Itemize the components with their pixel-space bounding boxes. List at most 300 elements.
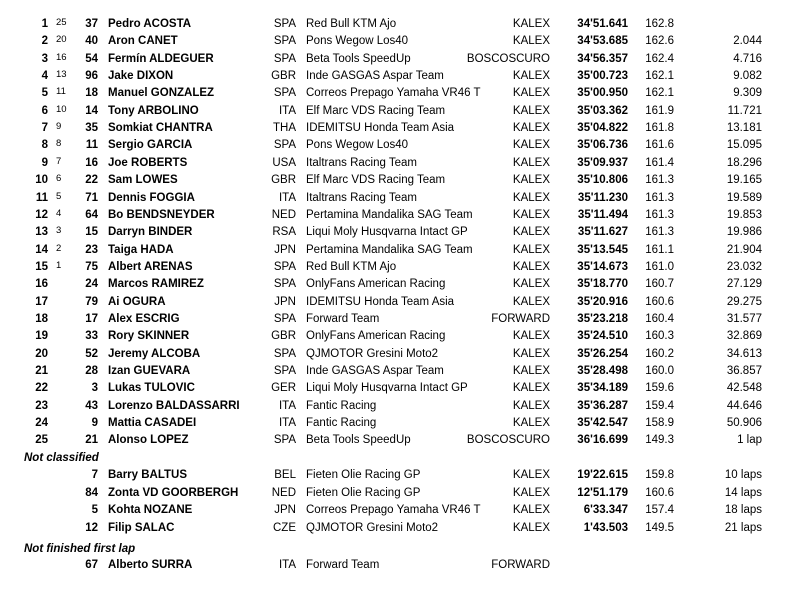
cell-gap: 1 lap [737, 434, 762, 446]
cell-name: Joe ROBERTS [108, 157, 188, 169]
cell-pos: 23 [35, 400, 48, 412]
cell-name: Bo BENDSNEYDER [108, 209, 215, 221]
cell-gap: 19.165 [726, 174, 762, 186]
cell-num: 21 [85, 434, 98, 446]
cell-nat: JPN [274, 296, 296, 308]
cell-make: KALEX [512, 348, 550, 360]
cell-make: KALEX [512, 139, 550, 151]
cell-nat: SPA [273, 18, 296, 30]
cell-gap: 34.613 [726, 348, 762, 360]
cell-name: Darryn BINDER [108, 226, 193, 238]
cell-name: Izan GUEVARA [108, 365, 191, 377]
cell-gap: 29.275 [726, 296, 762, 308]
cell-nat: SPA [273, 261, 296, 273]
cell-team: Pons Wegow Los40 [306, 35, 409, 47]
cell-pos: 8 [41, 139, 48, 151]
cell-nat: GBR [271, 330, 296, 342]
result-row [0, 432, 800, 449]
cell-pos: 3 [41, 53, 48, 65]
cell-speed: 159.6 [645, 382, 674, 394]
cell-team: Fantic Racing [306, 400, 377, 412]
cell-pts: 5 [56, 191, 62, 202]
result-row [0, 172, 800, 189]
cell-num: 96 [85, 70, 98, 82]
cell-make: KALEX [512, 382, 550, 394]
result-row [0, 207, 800, 224]
cell-name: Fermín ALDEGUER [108, 53, 214, 65]
cell-gap: 19.986 [726, 226, 762, 238]
cell-time: 35'23.218 [577, 313, 628, 325]
cell-make: KALEX [512, 122, 550, 134]
result-row [0, 68, 800, 85]
cell-team: Inde GASGAS Aspar Team [306, 70, 444, 82]
cell-pos: 6 [41, 105, 48, 117]
cell-team: Italtrans Racing Team [306, 157, 418, 169]
cell-pts: 1 [56, 260, 62, 271]
result-row [0, 502, 800, 519]
cell-speed: 161.3 [645, 192, 674, 204]
cell-name: Lukas TULOVIC [108, 382, 195, 394]
cell-nat: CZE [273, 522, 296, 534]
result-row [0, 380, 800, 397]
cell-time: 35'28.498 [577, 365, 628, 377]
cell-num: 43 [85, 400, 98, 412]
cell-name: Sam LOWES [108, 174, 178, 186]
cell-name: Sergio GARCIA [108, 139, 193, 151]
cell-num: 15 [85, 226, 98, 238]
cell-team: Beta Tools SpeedUp [306, 53, 411, 65]
cell-make: BOSCOSCURO [466, 434, 550, 446]
cell-team: QJMOTOR Gresini Moto2 [306, 348, 439, 360]
cell-nat: ITA [278, 192, 296, 204]
cell-speed: 159.4 [645, 400, 674, 412]
cell-speed: 160.7 [645, 278, 674, 290]
cell-name: Mattia CASADEI [108, 417, 197, 429]
cell-nat: ITA [278, 417, 296, 429]
cell-num: 40 [85, 35, 98, 47]
cell-nat: SPA [273, 434, 296, 446]
cell-time: 35'00.950 [577, 87, 628, 99]
cell-team: Forward Team [306, 559, 380, 571]
cell-make: KALEX [512, 296, 550, 308]
cell-nat: ITA [278, 105, 296, 117]
cell-pos: 9 [41, 157, 48, 169]
cell-team: Correos Prepago Yamaha VR46 T [306, 504, 481, 516]
cell-gap: 27.129 [726, 278, 762, 290]
cell-make: KALEX [512, 330, 550, 342]
result-row [0, 311, 800, 328]
cell-pts: 25 [56, 17, 67, 28]
cell-pos: 12 [35, 209, 48, 221]
cell-nat: JPN [274, 504, 296, 516]
cell-nat: SPA [273, 53, 296, 65]
cell-make: KALEX [512, 209, 550, 221]
cell-name: Dennis FOGGIA [108, 192, 195, 204]
cell-num: 14 [85, 105, 98, 117]
result-row [0, 346, 800, 363]
cell-make: KALEX [512, 87, 550, 99]
cell-num: 17 [85, 313, 98, 325]
cell-name: Alonso LOPEZ [108, 434, 189, 446]
cell-team: Pertamina Mandalika SAG Team [306, 244, 473, 256]
result-row [0, 276, 800, 293]
cell-nat: SPA [273, 278, 296, 290]
result-row [0, 103, 800, 120]
cell-make: FORWARD [491, 559, 550, 571]
cell-num: 22 [85, 174, 98, 186]
result-row [0, 85, 800, 102]
cell-gap: 36.857 [726, 365, 762, 377]
cell-time: 35'03.362 [577, 105, 628, 117]
result-row [0, 242, 800, 259]
cell-name: Pedro ACOSTA [108, 18, 192, 30]
cell-name: Jeremy ALCOBA [108, 348, 201, 360]
cell-pos: 13 [35, 226, 48, 238]
cell-make: KALEX [512, 261, 550, 273]
cell-gap: 42.548 [726, 382, 762, 394]
cell-make: KALEX [512, 469, 550, 481]
cell-pos: 2 [41, 35, 48, 47]
result-row [0, 224, 800, 241]
cell-speed: 149.5 [645, 522, 674, 534]
cell-speed: 158.9 [645, 417, 674, 429]
cell-speed: 161.1 [645, 244, 674, 256]
cell-time: 35'14.673 [577, 261, 628, 273]
cell-gap: 9.082 [733, 70, 762, 82]
cell-team: Liqui Moly Husqvarna Intact GP [306, 382, 468, 394]
cell-nat: RSA [272, 226, 296, 238]
cell-name: Alex ESCRIG [108, 313, 180, 325]
cell-pts: 7 [56, 156, 62, 167]
cell-num: 64 [85, 209, 98, 221]
cell-time: 35'11.627 [577, 226, 628, 238]
result-row [0, 520, 800, 537]
cell-num: 67 [85, 559, 98, 571]
cell-pts: 4 [56, 208, 62, 219]
cell-time: 35'34.189 [577, 382, 628, 394]
cell-speed: 162.8 [645, 18, 674, 30]
cell-gap: 50.906 [726, 417, 762, 429]
cell-team: OnlyFans American Racing [306, 330, 446, 342]
cell-team: Forward Team [306, 313, 380, 325]
cell-num: 16 [85, 157, 98, 169]
cell-time: 35'24.510 [577, 330, 628, 342]
cell-nat: GER [271, 382, 296, 394]
cell-nat: SPA [273, 35, 296, 47]
cell-speed: 161.0 [645, 261, 674, 273]
cell-num: 12 [85, 522, 98, 534]
cell-name: Manuel GONZALEZ [108, 87, 215, 99]
cell-make: KALEX [512, 35, 550, 47]
cell-nat: ITA [278, 559, 296, 571]
cell-pts: 9 [56, 121, 62, 132]
cell-pos: 16 [35, 278, 48, 290]
cell-team: IDEMITSU Honda Team Asia [306, 122, 455, 134]
cell-pts: 20 [56, 34, 67, 45]
cell-gap: 19.589 [726, 192, 762, 204]
cell-pos: 4 [41, 70, 48, 82]
cell-nat: SPA [273, 87, 296, 99]
section-not-classified: Not classified [24, 452, 99, 464]
cell-name: Taiga HADA [108, 244, 174, 256]
cell-team: OnlyFans American Racing [306, 278, 446, 290]
cell-speed: 161.9 [645, 105, 674, 117]
cell-gap: 11.721 [727, 105, 762, 117]
cell-name: Somkiat CHANTRA [108, 122, 213, 134]
cell-speed: 160.2 [645, 348, 674, 360]
cell-nat: JPN [274, 244, 296, 256]
result-row [0, 557, 800, 574]
cell-make: KALEX [512, 192, 550, 204]
cell-nat: SPA [273, 139, 296, 151]
cell-pos: 5 [41, 87, 48, 99]
cell-time: 35'06.736 [577, 139, 628, 151]
result-row [0, 398, 800, 415]
cell-gap: 18 laps [724, 504, 762, 516]
cell-num: 33 [85, 330, 98, 342]
cell-make: BOSCOSCURO [466, 53, 550, 65]
cell-time: 35'26.254 [577, 348, 628, 360]
cell-name: Zonta VD GOORBERGH [108, 487, 239, 499]
cell-gap: 13.181 [726, 122, 762, 134]
cell-make: FORWARD [491, 313, 550, 325]
cell-nat: SPA [273, 365, 296, 377]
cell-team: Fantic Racing [306, 417, 377, 429]
result-row [0, 363, 800, 380]
cell-make: KALEX [512, 157, 550, 169]
cell-nat: USA [272, 157, 296, 169]
cell-team: Pertamina Mandalika SAG Team [306, 209, 473, 221]
cell-gap: 21 laps [724, 522, 762, 534]
cell-speed: 160.0 [645, 365, 674, 377]
cell-pos: 1 [41, 18, 48, 30]
cell-num: 3 [91, 382, 98, 394]
result-row [0, 33, 800, 50]
cell-pos: 19 [35, 330, 48, 342]
result-row [0, 155, 800, 172]
cell-team: Beta Tools SpeedUp [306, 434, 411, 446]
cell-num: 84 [85, 487, 98, 499]
result-row [0, 259, 800, 276]
cell-name: Alberto SURRA [108, 559, 193, 571]
cell-name: Albert ARENAS [108, 261, 193, 273]
cell-nat: SPA [273, 348, 296, 360]
cell-num: 79 [85, 296, 98, 308]
cell-make: KALEX [512, 504, 550, 516]
cell-team: Elf Marc VDS Racing Team [306, 174, 446, 186]
cell-gap: 23.032 [726, 261, 762, 273]
cell-name: Marcos RAMIREZ [108, 278, 204, 290]
cell-time: 35'18.770 [577, 278, 628, 290]
cell-gap: 9.309 [733, 87, 762, 99]
cell-gap: 19.853 [726, 209, 762, 221]
cell-pts: 11 [56, 86, 66, 97]
cell-num: 24 [85, 278, 98, 290]
cell-pos: 11 [35, 192, 48, 204]
cell-make: KALEX [512, 244, 550, 256]
cell-team: Correos Prepago Yamaha VR46 T [306, 87, 481, 99]
cell-gap: 4.716 [733, 53, 762, 65]
cell-speed: 160.6 [645, 296, 674, 308]
cell-make: KALEX [512, 522, 550, 534]
cell-make: KALEX [512, 70, 550, 82]
cell-time: 35'04.822 [577, 122, 628, 134]
cell-num: 28 [85, 365, 98, 377]
cell-pos: 25 [35, 434, 48, 446]
cell-speed: 161.4 [645, 157, 674, 169]
cell-time: 35'36.287 [577, 400, 628, 412]
cell-nat: GBR [271, 70, 296, 82]
cell-time: 35'20.916 [577, 296, 628, 308]
cell-make: KALEX [512, 400, 550, 412]
cell-num: 11 [85, 139, 98, 151]
cell-gap: 31.577 [726, 313, 762, 325]
cell-make: KALEX [512, 226, 550, 238]
cell-make: KALEX [512, 487, 550, 499]
result-row [0, 328, 800, 345]
cell-pts: 13 [56, 69, 67, 80]
cell-name: Barry BALTUS [108, 469, 188, 481]
cell-speed: 162.1 [645, 87, 674, 99]
cell-nat: THA [273, 122, 296, 134]
section-not-finished: Not finished first lap [24, 543, 136, 555]
cell-pos: 22 [35, 382, 48, 394]
cell-speed: 161.8 [645, 122, 674, 134]
cell-time: 35'13.545 [577, 244, 628, 256]
cell-gap: 44.646 [726, 400, 762, 412]
result-row [0, 120, 800, 137]
cell-make: KALEX [512, 105, 550, 117]
cell-team: Fieten Olie Racing GP [306, 469, 421, 481]
cell-time: 35'09.937 [577, 157, 628, 169]
cell-gap: 32.869 [726, 330, 762, 342]
cell-time: 34'51.641 [577, 18, 628, 30]
cell-make: KALEX [512, 174, 550, 186]
cell-speed: 162.1 [645, 70, 674, 82]
cell-num: 52 [85, 348, 98, 360]
result-row [0, 415, 800, 432]
cell-team: QJMOTOR Gresini Moto2 [306, 522, 439, 534]
cell-nat: GBR [271, 174, 296, 186]
cell-name: Tony ARBOLINO [108, 105, 199, 117]
cell-pts: 3 [56, 225, 62, 236]
cell-pos: 18 [35, 313, 48, 325]
result-row [0, 137, 800, 154]
cell-speed: 160.3 [645, 330, 674, 342]
result-row [0, 16, 800, 33]
cell-name: Ai OGURA [108, 296, 166, 308]
cell-num: 7 [91, 469, 98, 481]
cell-speed: 160.4 [645, 313, 674, 325]
cell-pts: 6 [56, 173, 62, 184]
cell-time: 1'43.503 [583, 522, 628, 534]
cell-gap: 2.044 [733, 35, 762, 47]
cell-pos: 24 [35, 417, 48, 429]
cell-pos: 21 [35, 365, 48, 377]
cell-name: Jake DIXON [108, 70, 174, 82]
cell-nat: BEL [274, 469, 296, 481]
result-row [0, 485, 800, 502]
cell-speed: 149.3 [645, 434, 674, 446]
cell-speed: 162.4 [645, 53, 674, 65]
cell-speed: 162.6 [645, 35, 674, 47]
cell-num: 5 [91, 504, 98, 516]
cell-team: Red Bull KTM Ajo [306, 18, 397, 30]
cell-speed: 161.3 [645, 226, 674, 238]
cell-nat: SPA [273, 313, 296, 325]
cell-time: 35'00.723 [577, 70, 628, 82]
cell-team: Red Bull KTM Ajo [306, 261, 397, 273]
cell-pts: 8 [56, 138, 62, 149]
cell-num: 71 [85, 192, 98, 204]
cell-team: Fieten Olie Racing GP [306, 487, 421, 499]
cell-name: Aron CANET [108, 35, 178, 47]
cell-gap: 18.296 [726, 157, 762, 169]
cell-name: Lorenzo BALDASSARRI [108, 400, 240, 412]
cell-team: Inde GASGAS Aspar Team [306, 365, 444, 377]
cell-speed: 160.6 [645, 487, 674, 499]
cell-team: Liqui Moly Husqvarna Intact GP [306, 226, 468, 238]
cell-speed: 161.3 [645, 209, 674, 221]
cell-make: KALEX [512, 18, 550, 30]
cell-pts: 10 [56, 104, 67, 115]
cell-time: 6'33.347 [583, 504, 628, 516]
cell-team: Elf Marc VDS Racing Team [306, 105, 446, 117]
cell-time: 34'53.685 [577, 35, 628, 47]
result-row [0, 294, 800, 311]
cell-time: 35'42.547 [577, 417, 628, 429]
cell-time: 36'16.699 [577, 434, 628, 446]
cell-num: 37 [85, 18, 98, 30]
cell-pos: 10 [35, 174, 48, 186]
cell-time: 35'10.806 [577, 174, 628, 186]
cell-num: 9 [91, 417, 98, 429]
cell-make: KALEX [512, 417, 550, 429]
cell-name: Rory SKINNER [108, 330, 190, 342]
cell-num: 75 [85, 261, 98, 273]
cell-team: IDEMITSU Honda Team Asia [306, 296, 455, 308]
cell-pos: 14 [35, 244, 48, 256]
cell-num: 35 [85, 122, 98, 134]
cell-gap: 10 laps [724, 469, 762, 481]
cell-gap: 15.095 [726, 139, 762, 151]
result-row [0, 467, 800, 484]
result-row [0, 190, 800, 207]
cell-speed: 161.3 [645, 174, 674, 186]
cell-team: Pons Wegow Los40 [306, 139, 409, 151]
result-row [0, 51, 800, 68]
cell-time: 19'22.615 [577, 469, 628, 481]
cell-time: 35'11.494 [577, 209, 628, 221]
cell-pos: 15 [35, 261, 48, 273]
cell-gap: 21.904 [726, 244, 762, 256]
cell-pos: 17 [35, 296, 48, 308]
cell-speed: 161.6 [645, 139, 674, 151]
cell-time: 12'51.179 [577, 487, 628, 499]
cell-num: 23 [85, 244, 98, 256]
cell-pts: 2 [56, 243, 62, 254]
cell-gap: 14 laps [724, 487, 762, 499]
cell-num: 54 [85, 53, 98, 65]
cell-speed: 159.8 [645, 469, 674, 481]
cell-name: Filip SALAC [108, 522, 175, 534]
cell-make: KALEX [512, 365, 550, 377]
cell-pos: 7 [41, 122, 48, 134]
cell-speed: 157.4 [645, 504, 674, 516]
cell-time: 34'56.357 [577, 53, 628, 65]
cell-nat: NED [271, 209, 296, 221]
cell-time: 35'11.230 [577, 192, 628, 204]
